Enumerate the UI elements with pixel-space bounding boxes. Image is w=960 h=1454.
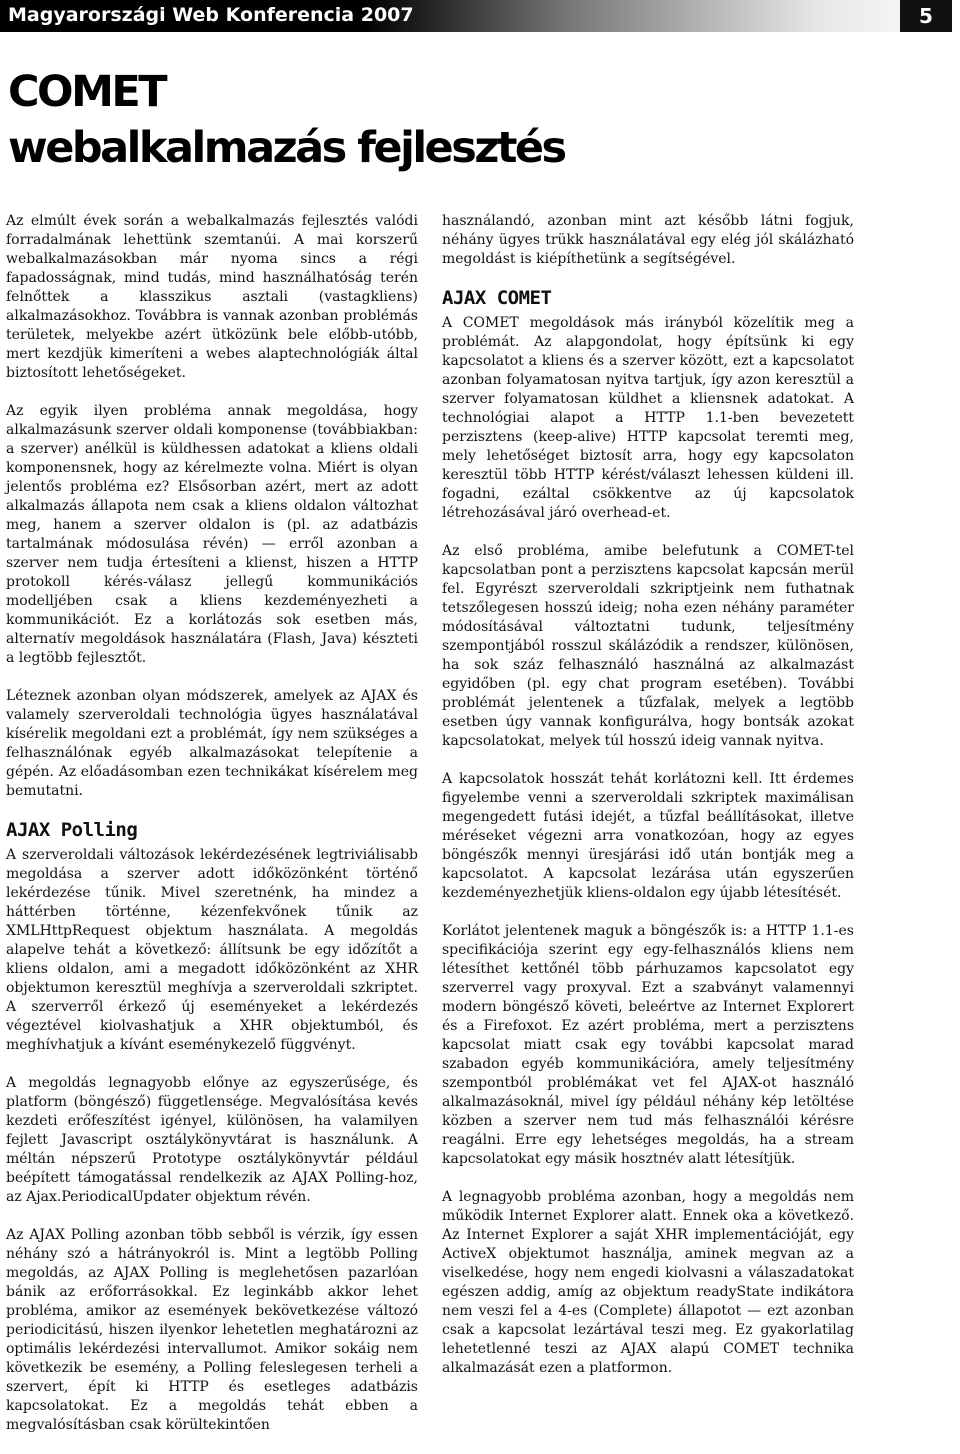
paragraph: Léteznek azonban olyan módszerek, amelyek az AJAX és valamely szerveroldali technológia ügyes használatával kísérelik megoldani ezt a problémát, így nem szükséges a felhasználónak egyéb alkalmazásokat telepítenie a gépén. Az előadásomban ezen technikákat kísérelem meg bemutatni. [6, 688, 418, 799]
title-line-1: COMET [8, 67, 166, 117]
paragraph: használandó, azonban mint azt később látni fogjuk, néhány ügyes trükk használatával egy elég jól skálázható megoldást is kiépíthetünk a segítségével. [442, 213, 854, 267]
paragraph: Az első probléma, amibe belefutunk a COMET-tel kapcsolatban pont a perzisztens kapcsolat kapcsán merül fel. Egyrészt szerveroldali szkriptjeink nem futhatnak tetszőlegesen hosszú ideig; noha ezen néhány paraméter módosításával változtatni tudunk, teljesítmény szempontjából rosszul skálázódik a rendszer, különösen, ha sok száz felhasználó használná az alkalmazást egyidőben (pl. egy chat program esetében). További problémát jelentenek a tűzfalak, melyek a legtöbb esetben úgy vannak konfigurálva, hogy bontsák azokat kapcsolatokat, melyek túl hosszú ideig vannak nyitva. [442, 543, 854, 749]
paragraph: A szerveroldali változások lekérdezésének legtriviálisabb megoldása a szerver adott időközönként történő lekérdezése tűnik. Mivel szeretnénk, ha mindez a háttérben történne, kézenfekvőnek tűnik az XMLHttpRequest objektum használata. A megoldás alapelve tehát a következő: állítsunk be egy időzítőt a kliens oldalon, ami a megadott időközönként az XHR objektumon keresztül meghívja a szerveroldali szkriptet. A szerverről érkező új eseményeket a lekérdezés végeztével kiolvashatjuk a XHR objektumból, és meghívhatjuk a kívánt eseménykezelő függvényt. [6, 847, 418, 1053]
page-title [8, 64, 565, 176]
paragraph: Az elmúlt évek során a webalkalmazás fejlesztés valódi forradalmának lehettünk szemtanúi. A mai korszerű webalkalmazásokban már nyoma sincs a régi fapadosságnak, mind tudás, mind használhatóság terén felnőttek a klasszikus asztali (vastagkliens) alkalmazásokhoz. Továbbra is vannak azonban problémás területek, melyekbe azért ütközünk bele előbb-utóbb, mert kezdjük kimeríteni a webes alaptechnológiák által biztosított lehetőségeket. [6, 213, 418, 381]
left-column [6, 212, 418, 1454]
title-line-2: webalkalmazás fejlesztés [8, 123, 565, 173]
section-heading-ajax-polling: AJAX Polling [6, 819, 138, 841]
right-column [442, 212, 854, 1397]
paragraph: A megoldás legnagyobb előnye az egyszerűsége, és platform (böngésző) függetlensége. Megvalósítása kevés kezdeti erőfeszítést igényel, különösen, ha valamilyen fejlett Javascript osztálykönyvtárat is használunk. A méltán népszerű Prototype osztálykönyvtár például beépített támogatással rendelkezik az AJAX Polling-hoz, az Ajax.PeriodicalUpdater objektum révén. [6, 1075, 418, 1205]
header-bar [0, 0, 960, 32]
paragraph: Korlátot jelentenek maguk a böngészők is: a HTTP 1.1-es specifikációja szerint egy egy-felhasználós kliens nem létesíthet kettőnél több párhuzamos kapcsolatot egy szerverrel vagy proxyval. Ezt a szabványt valamennyi modern böngésző követi, beleértve az Internet Explorert és a Firefoxot. Ez azért probléma, mert a perzisztens kapcsolat miatt csak egy további kapcsolat marad szabadon egyéb kommunikációra, amely teljesítmény szempontból problémákat vet fel AJAX-ot használó alkalmazásoknál, mivel így például néhány kép letöltése közben a szerver nem tud más felhasználói kérésre reagálni. Erre egy lehetséges megoldás, ha a stream kapcsolatokat egy másik hosztnév alatt létesítjük. [442, 923, 854, 1167]
paragraph: A legnagyobb probléma azonban, hogy a megoldás nem működik Internet Explorer alatt. Ennek oka a következő. Az Internet Explorer a saját XHR implementációját, egy ActiveX objektumot használja, aminek megvan az a viselkedése, hogy nem engedi kiolvasni a válaszadatokat egészen addig, amíg az objektum readyState indikátora nem veszi fel a 4-es (Complete) állapotot — ezt azonban csak a kapcsolat lezártával teszi meg. Ez gyakorlatilag lehetetlenné teszi az AJAX alapú COMET technika alkalmazását ezen a platformon. [442, 1189, 854, 1376]
conference-title: Magyarországi Web Konferencia 2007 [8, 4, 414, 26]
paragraph: A kapcsolatok hosszát tehát korlátozni kell. Itt érdemes figyelembe venni a szerveroldali szkriptek maximálisan megengedett futási idejét, a tűzfal beállításokat, illetve méréseket végezni arra vonatkozóan, hogy az egyes böngészők mennyi üresjárási idő után bontják meg a kapcsolatot. A kapcsolat lezárása után egyszerűen kezdeményezhetjük kliens-oldalon egy újabb létesítését. [442, 771, 854, 901]
paragraph: Az AJAX Polling azonban több sebből is vérzik, így essen néhány szó a hátrányokról is. Mint a legtöbb Polling megoldás, az AJAX Polling is meglehetősen pazarlóan bánik az erőforrásokkal. Ez leginkább akkor lehet probléma, amikor az események bekövetkezése változó periodicitású, hiszen ilyenkor lehetetlen meghatározni az optimális lekérdezési intervallumot. Amikor sokáig nem következik be esemény, a Polling feleslegesen terheli a szervert, épít ki HTTP és esetleges adatbázis kapcsolatokat. Ez a megoldás tehát ebben a megvalósításban csak körültekintően [6, 1227, 418, 1433]
paragraph: Az egyik ilyen probléma annak megoldása, hogy alkalmazásunk szerver oldali komponense (továbbiakban: a szerver) anélkül is küldhessen adatokat a kliens oldali komponensnek, hogy az kérelmezte volna. Miért is olyan jelentős probléma ez? Elsősorban azért, mert az adott alkalmazás állapota nem csak a kliens oldalon változhat meg, hanem a szerver oldalon is (pl. az adatbázis tartalmának módosulása révén) — erről azonban a szerver nem tudja értesíteni a klienst, hiszen a HTTP protokoll kérés-válasz jellegű kommunikációs modelljében csak a kliens kezdeményezheti a kommunikációt. Ez a korlátozás sok esetben más, alternatív megoldások használatára (Flash, Java) készteti a legtöbb fejlesztőt. [6, 403, 418, 666]
paragraph: A COMET megoldások más irányból közelítik meg a problémát. Az alapgondolat, hogy építsünk ki egy kapcsolatot a kliens és a szerver között, ezt a kapcsolatot azonban folyamatosan nyitva tartjuk, így azon keresztül a szerver folyamatosan küldhet a kliensnek adatokat. A technológiai alapot a HTTP 1.1-ben bevezetett perzisztens (keep-alive) HTTP kapcsolat teremti meg, mely lehetőséget biztosít arra, hogy egy kapcsolaton keresztül több HTTP kérést/választ lehessen küldeni ill. fogadni, ezáltal csökkentve az új kapcsolatok létrehozásával járó overhead-et. [442, 315, 854, 521]
section-heading-ajax-comet: AJAX COMET [442, 287, 552, 309]
page-number: 5 [900, 0, 952, 32]
